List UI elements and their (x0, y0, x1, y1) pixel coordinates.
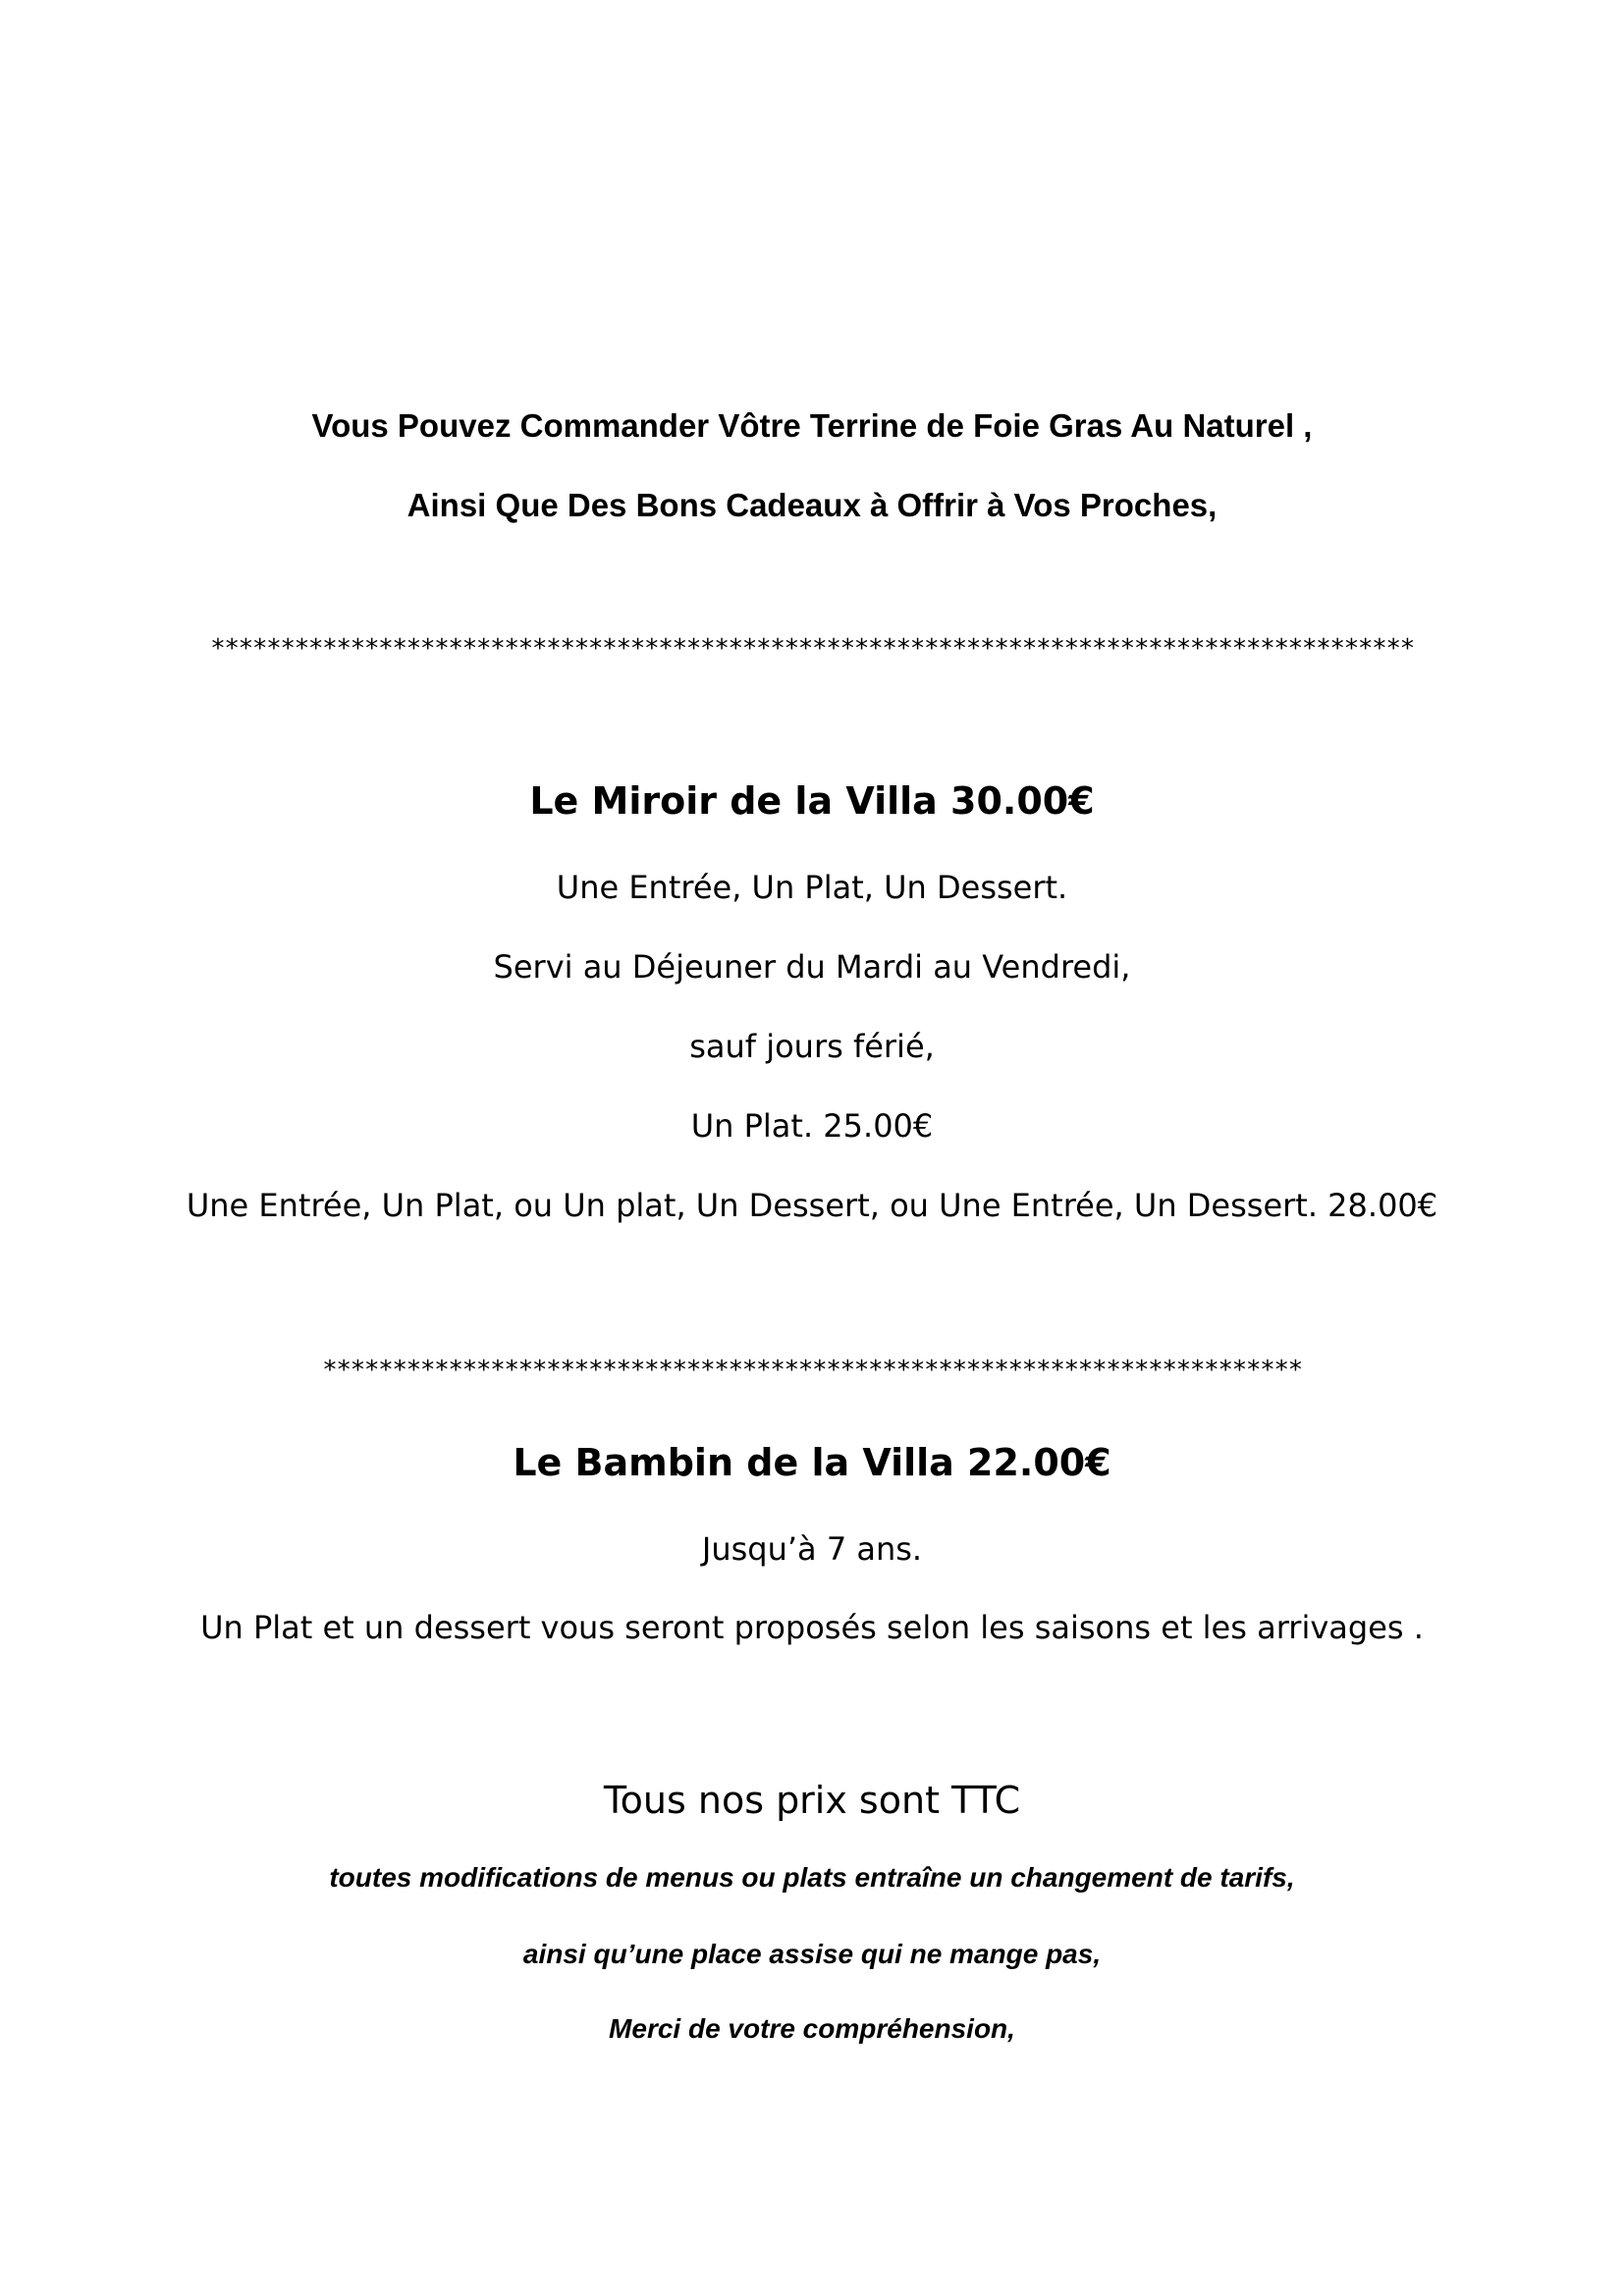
menu-line-miroir-combo-price: Une Entrée, Un Plat, ou Un plat, Un Dessert, ou Une Entrée, Un Dessert. 28.00€ (186, 1187, 1438, 1224)
menu-title-miroir: Le Miroir de la Villa 30.00€ (529, 779, 1095, 823)
intro-line-foie-gras: Vous Pouvez Commander Vôtre Terrine de Foie Gras Au Naturel , (311, 407, 1313, 444)
footer-note-merci: Merci de votre compréhension, (609, 2013, 1015, 2044)
separator-stars: ************************************************************************************** (210, 634, 1414, 664)
intro-line-bons-cadeaux: Ainsi Que Des Bons Cadeaux à Offrir à Vos Proches, (406, 487, 1218, 523)
prices-ttc-heading: Tous nos prix sont TTC (603, 1779, 1021, 1822)
menu-line-miroir-plat-price: Un Plat. 25.00€ (690, 1107, 934, 1145)
menu-line-miroir-exception: sauf jours férié, (689, 1028, 935, 1065)
menu-line-miroir-formula: Une Entrée, Un Plat, Un Dessert. (556, 869, 1068, 906)
menu-line-miroir-service: Servi au Déjeuner du Mardi au Vendredi, (493, 948, 1131, 986)
footer-note-place-assise: ainsi qu’une place assise qui ne mange pas, (522, 1939, 1102, 1969)
separator-stars: ********************************************************************** (322, 1356, 1302, 1385)
menu-line-bambin-description: Un Plat et un dessert vous seront proposés selon les saisons et les arrivages . (200, 1609, 1424, 1646)
footer-note-modifications: toutes modifications de menus ou plats entraîne un changement de tarifs, (329, 1862, 1295, 1893)
menu-line-bambin-age: Jusqu’à 7 ans. (701, 1530, 923, 1568)
menu-title-bambin: Le Bambin de la Villa 22.00€ (513, 1441, 1111, 1484)
